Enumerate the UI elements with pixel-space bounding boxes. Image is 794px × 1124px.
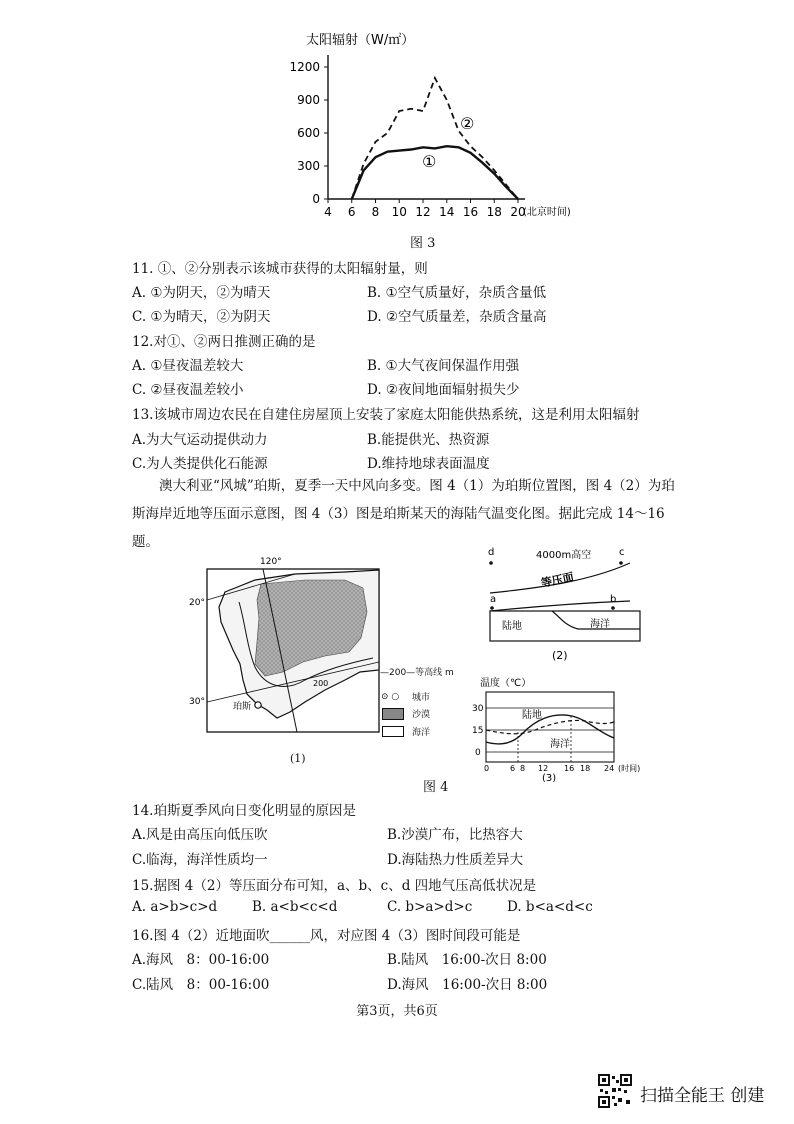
q13-option-d[interactable]: D.维持地球表面温度 xyxy=(367,456,490,472)
q12-option-d[interactable]: D. ②夜间地面辐射损失少 xyxy=(367,382,520,398)
temp-xtick-16: 16 xyxy=(564,764,575,773)
legend-city: 城市 xyxy=(412,693,431,703)
q16-option-a[interactable]: A.海风 8：00-16:00 xyxy=(132,952,270,968)
temp-x-unit: (时间) xyxy=(618,764,641,773)
q13-option-a[interactable]: A.为大气运动提供动力 xyxy=(132,432,268,448)
figure3-x-unit: (北京时间) xyxy=(523,207,571,218)
q14-stem: 14.珀斯夏季风向日变化明显的原因是 xyxy=(132,803,356,819)
figure4-caption: 图 4 xyxy=(423,780,449,795)
y-tick-label: 300 xyxy=(297,159,320,173)
temp-xtick-12: 12 xyxy=(538,764,549,773)
y-tick-label: 900 xyxy=(297,93,320,107)
point-a-label: a xyxy=(490,594,497,605)
temp-ocean-label: 海洋 xyxy=(550,739,570,750)
point-d-label: d xyxy=(488,547,495,558)
temp-ytick-30: 30 xyxy=(472,704,484,714)
q11-stem: 11. ①、②分别表示该城市获得的太阳辐射量，则 xyxy=(132,261,428,277)
legend-contour: —200—等高线 m xyxy=(380,668,454,678)
temp-xtick-0: 0 xyxy=(484,764,490,773)
figure3-caption: 图 3 xyxy=(410,236,436,251)
series-2-line xyxy=(352,78,518,199)
figure4-3-label: (3) xyxy=(542,773,557,782)
figure4-temp-chart xyxy=(460,672,660,782)
q13-stem: 13.该城市周边农民在自建住房屋顶上安装了家庭太阳能供热系统，这是利用太阳辐射 xyxy=(132,407,640,423)
q13-option-c[interactable]: C.为人类提供化石能源 xyxy=(132,456,268,472)
q11-option-a[interactable]: A. ①为阴天，②为晴天 xyxy=(132,285,271,301)
temp-xtick-24: 24 xyxy=(604,764,615,773)
perth-label: 珀斯 xyxy=(233,702,252,712)
q14-option-a[interactable]: A.风是由高压向低压吹 xyxy=(132,827,268,843)
series-2-label: ② xyxy=(460,114,475,133)
temp-xtick-8: 8 xyxy=(520,764,526,773)
figure4-1-label: (1) xyxy=(290,752,306,765)
x-tick-label: 12 xyxy=(415,205,431,219)
figure3-chart xyxy=(270,25,600,225)
x-tick-label: 6 xyxy=(347,205,356,219)
q15-option-b[interactable]: B. a<b<c<d xyxy=(252,899,338,915)
q13-option-b[interactable]: B.能提供光、热资源 xyxy=(367,432,490,448)
altitude-label: 4000m高空 xyxy=(536,550,592,561)
q12-option-a[interactable]: A. ①昼夜温差较大 xyxy=(132,358,244,374)
q11-option-d[interactable]: D. ②空气质量差，杂质含量高 xyxy=(367,309,547,325)
figure4-map xyxy=(185,552,400,742)
q16-option-b[interactable]: B.陆风 16:00-次日 8:00 xyxy=(387,952,547,968)
x-tick-label: 16 xyxy=(462,205,479,219)
lon-label: 120° xyxy=(260,557,282,567)
legend-ocean-swatch xyxy=(382,726,404,737)
figure4-2-label: (2) xyxy=(552,649,568,662)
temp-xtick-18: 18 xyxy=(580,764,591,773)
temp-land-label: 陆地 xyxy=(522,710,542,721)
perth-city-marker xyxy=(255,702,261,708)
temp-xtick-6: 6 xyxy=(510,764,516,773)
contour-value-label: 200 xyxy=(313,679,329,688)
legend-ocean: 海洋 xyxy=(412,728,431,738)
q15-option-c[interactable]: C. b>a>d>c xyxy=(387,899,473,915)
page-number: 第3页，共6页 xyxy=(356,1004,438,1019)
q11-option-c[interactable]: C. ①为晴天，②为阴天 xyxy=(132,309,271,325)
isobar-label: 等压面 xyxy=(539,570,575,590)
q12-option-c[interactable]: C. ②昼夜温差较小 xyxy=(132,382,244,398)
q14-option-c[interactable]: C.临海，海洋性质均一 xyxy=(132,852,268,868)
x-tick-label: 10 xyxy=(391,205,407,219)
temp-ytick-15: 15 xyxy=(472,726,484,736)
x-tick-label: 8 xyxy=(371,205,380,219)
x-tick-label: 20 xyxy=(510,205,526,219)
figure4-pressure-diagram xyxy=(480,543,650,663)
figure3-ylabel: 太阳辐射（W/㎡） xyxy=(306,33,415,48)
x-tick-label: 14 xyxy=(439,205,455,219)
brand-text: 扫描全能王 创建 xyxy=(640,1086,765,1106)
lower-isobar xyxy=(490,601,630,611)
passage-intro: 澳大利亚“风城”珀斯，夏季一天中风向多变。图 4（1）为珀斯位置图，图 4（2）为珀斯海岸近地等压面示意图，图 4（3）图是珀斯某天的海陆气温变化图。据此完成 14～16 题。 xyxy=(132,478,675,550)
q16-option-d[interactable]: D.海风 16:00-次日 8:00 xyxy=(387,977,548,993)
q14-option-b[interactable]: B.沙漠广布，比热容大 xyxy=(387,827,523,843)
ocean-label: 海洋 xyxy=(590,619,610,630)
y-tick-label: 600 xyxy=(297,126,320,140)
point-b-label: b xyxy=(610,594,617,605)
q15-option-a[interactable]: A. a>b>c>d xyxy=(132,899,218,915)
temp-ylabel: 温度（℃） xyxy=(480,678,532,689)
q15-stem: 15.据图 4（2）等压面分布可知，a、b、c、d 四地气压高低状况是 xyxy=(132,878,537,894)
legend-desert: 沙漠 xyxy=(412,710,431,720)
temp-ytick-0: 0 xyxy=(475,748,481,758)
y-tick-label: 1200 xyxy=(289,60,320,74)
legend-desert-swatch xyxy=(382,708,404,720)
q16-stem: 16.图 4（2）近地面吹______风，对应图 4（3）图时间段可能是 xyxy=(132,928,521,944)
q16-option-c[interactable]: C.陆风 8：00-16:00 xyxy=(132,977,270,993)
lat20-label: 20° xyxy=(189,598,205,608)
series-1-label: ① xyxy=(422,152,437,171)
x-tick-label: 18 xyxy=(486,205,502,219)
q12-option-b[interactable]: B. ①大气夜间保温作用强 xyxy=(367,358,520,374)
q15-option-d[interactable]: D. b<a<d<c xyxy=(507,899,593,915)
x-tick-label: 4 xyxy=(324,205,332,219)
legend-city-icon: ⊙ ○ xyxy=(381,692,400,702)
q12-stem: 12.对①、②两日推测正确的是 xyxy=(132,334,316,350)
lat30-label: 30° xyxy=(189,697,205,707)
y-tick-label: 0 xyxy=(312,192,320,206)
qr-code-icon xyxy=(598,1074,632,1108)
land-label: 陆地 xyxy=(502,621,522,632)
q11-option-b[interactable]: B. ①空气质量好，杂质含量低 xyxy=(367,285,547,301)
point-c-label: c xyxy=(619,547,625,558)
q14-option-d[interactable]: D.海陆热力性质差异大 xyxy=(387,852,524,868)
